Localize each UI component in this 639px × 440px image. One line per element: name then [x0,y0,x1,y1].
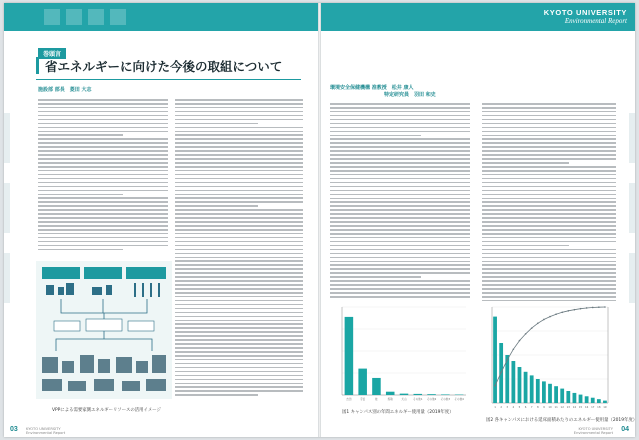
bar-7 [530,375,534,403]
x-tick-label-18: 18 [597,406,601,409]
left-column-2-text [175,99,303,398]
footer-right [574,427,613,435]
cumulative-point-8 [537,323,539,325]
cumulative-point-6 [525,333,527,335]
right-column-2-text [482,103,616,324]
page-gutter [318,3,321,437]
cumulative-point-17 [592,307,594,309]
x-tick-label-12: 12 [560,406,564,409]
cumulative-point-1 [494,385,496,387]
x-tick-label-2: 2 [500,406,502,409]
chart-svg [332,303,470,405]
right-column-1-text [330,103,470,300]
vpp-diagram [36,261,172,399]
chart-svg [482,303,618,413]
page-number-left: 03 [10,426,18,433]
cumulative-point-5 [519,340,521,342]
left-header-band [4,3,318,31]
bar-4 [511,361,515,403]
bar-19 [603,401,607,403]
page-number-right: 04 [621,426,629,433]
bar-8 [441,394,450,395]
chart-energy-per-floor-area [482,303,618,413]
side-tab [4,183,10,233]
x-tick-label-6: 6 [524,406,527,409]
x-tick-label-9: 9 [543,406,545,409]
brand-university: KYOTO UNIVERSITY [543,8,627,17]
diagram-block [126,267,166,279]
x-tick-label-6: その他1 [413,398,423,401]
cumulative-point-16 [586,307,588,309]
bar-14 [573,393,577,403]
title-rule [36,79,301,80]
x-tick-label-17: 17 [591,406,595,409]
header-decoration [44,9,60,25]
diagram-block [84,267,122,279]
cumulative-point-11 [555,313,557,315]
bar-7 [427,394,436,395]
x-tick-label-14: 14 [572,406,577,409]
bar-10 [548,384,552,403]
bar-12 [560,389,564,403]
x-tick-label-1: 吉田 [346,398,352,401]
cumulative-point-2 [500,371,502,373]
bar-17 [591,398,595,403]
header-decoration [110,9,126,25]
aggregator-box [128,321,154,331]
cumulative-point-12 [561,311,563,313]
x-tick-label-4: 4 [512,406,515,409]
diagram-caption: VPPによる需要家側エネルギーリソースの活用イメージ [52,408,161,413]
cumulative-point-19 [604,306,606,308]
x-tick-label-3: 3 [506,406,509,409]
x-tick-label-15: 15 [578,406,583,409]
bar-3 [372,378,381,395]
cumulative-point-15 [580,308,582,310]
x-tick-label-7: 7 [530,406,533,409]
footer-left-line-1: KYOTO UNIVERSITY [26,426,61,431]
x-tick-label-5: 犬山 [401,398,407,401]
author-right-line-2: 特定研究員 羽田 和史 [384,92,436,98]
report-spread [4,3,638,437]
x-tick-label-5: 5 [518,406,521,409]
x-tick-label-3: 桂 [375,398,378,401]
author-right-line-1: 環境安全保健機構 准教授 松井 康人 [330,85,414,91]
x-tick-label-8: 8 [536,406,539,409]
footer-right-line-2: Environmental Report [573,430,613,435]
footer-right-line-1: KYOTO UNIVERSITY [578,426,613,431]
brand-block [544,8,627,25]
bar-11 [554,386,558,403]
footer-left [26,427,65,435]
bar-8 [536,379,540,403]
bar-16 [585,396,589,403]
brand-report: Environmental Report [564,17,627,25]
article-title: 省エネルギーに向けた今後の取組について [36,57,310,74]
diagram-block [42,267,80,279]
right-header-band [321,3,635,31]
cumulative-point-4 [513,348,515,350]
cumulative-point-10 [549,316,551,318]
side-tab [629,113,635,163]
x-tick-label-16: 16 [584,406,589,409]
bar-5 [400,394,409,395]
header-decoration [88,9,104,25]
aggregator-box [54,321,80,331]
bar-2 [358,369,367,395]
author-left: 施設部 部長 菱田 大志 [38,87,92,93]
footer-left-line-2: Environmental Report [26,430,66,435]
category-tag: 巻頭言 [38,48,66,59]
x-tick-label-1: 1 [494,406,496,409]
cumulative-point-3 [506,359,508,361]
cumulative-point-14 [574,309,576,311]
bar-1 [345,317,354,395]
x-tick-label-7: その他2 [426,398,437,401]
side-tab [4,253,10,303]
header-decoration [66,9,82,25]
bar-6 [524,372,528,403]
aggregator-box [86,319,122,331]
cumulative-point-7 [531,327,533,329]
side-tab [4,113,10,163]
cumulative-point-9 [543,319,545,321]
x-tick-label-2: 宇治 [360,398,366,401]
chart2-caption: 図2 各キャンパスにおける延床面積あたりのエネルギー使用量（2019年度） [486,418,638,423]
x-tick-label-9: その他4 [454,398,464,401]
x-tick-label-10: 10 [548,406,552,409]
side-tab [629,253,635,303]
x-tick-label-8: その他3 [440,398,451,401]
x-tick-label-13: 13 [566,406,570,409]
x-tick-label-4: 熊取 [387,398,393,401]
left-column-1-text [38,99,168,253]
side-tab [629,183,635,233]
bar-5 [518,367,522,403]
cumulative-point-13 [568,310,570,312]
bar-6 [414,394,423,395]
bar-18 [597,399,601,403]
bar-4 [386,392,395,395]
chart1-caption: 図1 キャンパス別の年間エネルギー使用量（2019年度） [342,410,454,415]
bar-9 [542,381,546,403]
bar-13 [566,391,570,403]
bar-1 [493,317,497,403]
vpp-diagram-graphic [36,261,172,399]
cumulative-point-18 [598,306,600,308]
bar-15 [579,395,583,403]
x-tick-label-11: 11 [554,406,558,409]
chart-energy-by-campus [332,303,470,405]
x-tick-label-19: 19 [603,406,607,409]
